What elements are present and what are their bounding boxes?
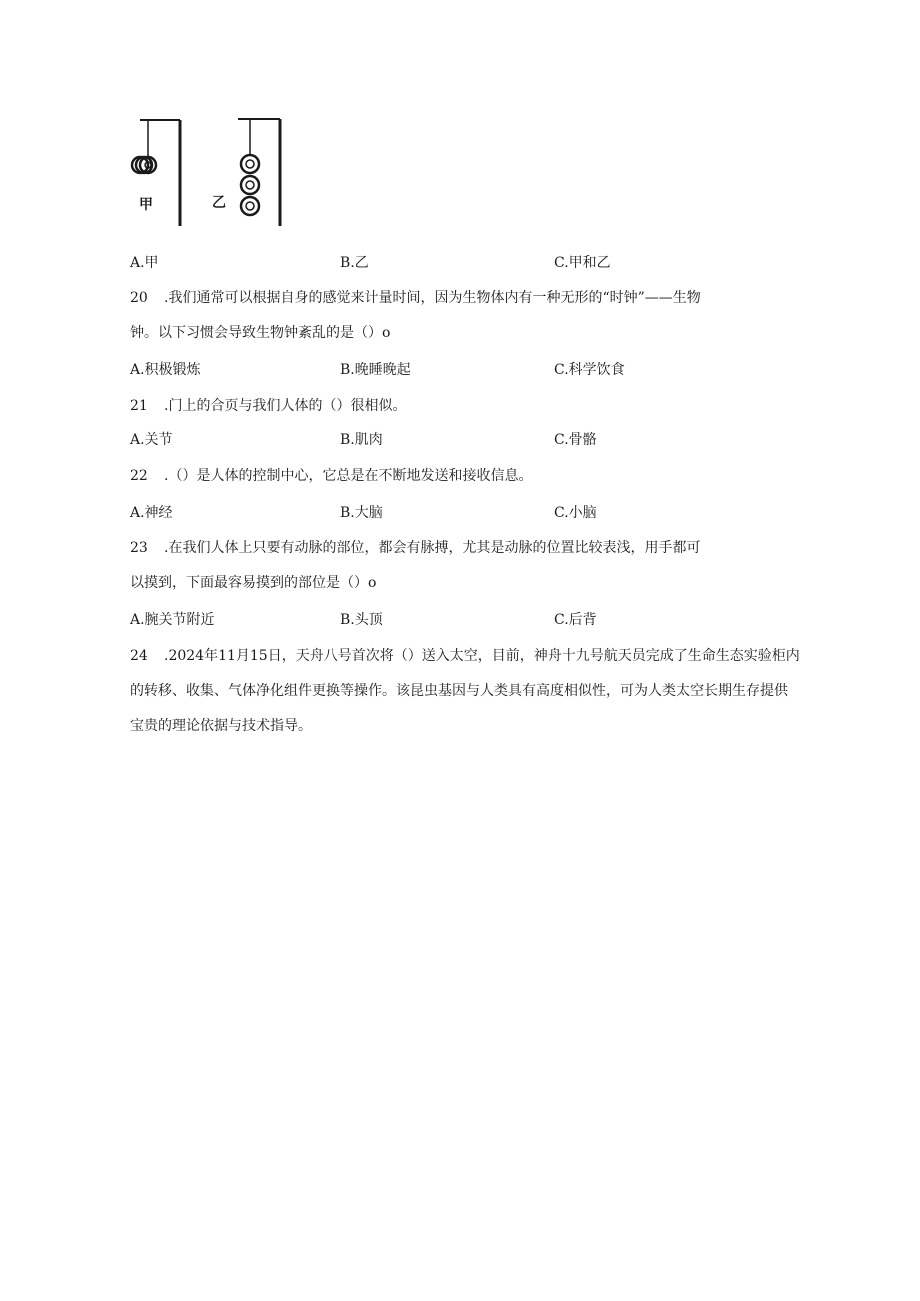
q24-line-3: 宝贵的理论依据与技术指导。 (130, 718, 312, 734)
q20-line-1 (130, 288, 701, 308)
q22-option-c: C.小脑 (554, 505, 597, 521)
frame-yi (238, 119, 280, 226)
q20-text-1: .我们通常可以根据自身的感觉来计量时间，因为生物体内有一种无形的“时钟”——生物 (164, 290, 701, 306)
q23-line-1 (130, 538, 700, 558)
q24-line-1 (130, 646, 800, 666)
q21-option-c: C.骨骼 (554, 432, 597, 448)
q21-line-1 (130, 396, 406, 416)
q19-option-a: A.甲 (130, 255, 159, 271)
q23-line-2: 以摸到，下面最容易摸到的部位是（）o (130, 575, 377, 591)
q22-option-a: A.神经 (130, 505, 173, 521)
q24-number: 24 (130, 648, 148, 664)
q20-number: 20 (130, 290, 148, 306)
q23-option-c: C.后背 (554, 612, 597, 628)
pendulum-figure (126, 112, 296, 234)
q22-line-1 (130, 466, 532, 486)
q20-option-c: C.科学饮食 (554, 362, 625, 378)
label-yi: 乙 (212, 195, 226, 211)
q23-option-b: B.头顶 (340, 612, 383, 628)
q23-number: 23 (130, 540, 148, 556)
q20-option-b: B.晚睡晚起 (340, 362, 411, 378)
q24-text-1: .2024年11月15日，天舟八号首次将（）送入太空，目前，神舟十九号航天员完成了生命生态实验柜内 (164, 648, 800, 664)
q20-line-2: 钟。以下习惯会导致生物钟紊乱的是（）o (130, 325, 391, 341)
q19-option-c: C.甲和乙 (554, 255, 611, 271)
q22-number: 22 (130, 468, 148, 484)
q20-option-a: A.积极锻炼 (130, 362, 201, 378)
q22-option-b: B.大脑 (340, 505, 383, 521)
q22-text-1: .（）是人体的控制中心，它总是在不断地发送和接收信息。 (164, 468, 533, 484)
q19-option-b: B.乙 (340, 255, 369, 271)
q23-option-a: A.腕关节附近 (130, 612, 215, 628)
q21-text-1: .门上的合页与我们人体的（）很相似。 (164, 398, 407, 414)
q24-line-2: 的转移、收集、气体净化组件更换等操作。该昆虫基因与人类具有高度相似性，可为人类太空长期生存提供 (130, 683, 788, 699)
q21-number: 21 (130, 398, 148, 414)
q21-option-a: A.关节 (130, 432, 173, 448)
pendulum-diagram (126, 112, 296, 234)
q21-option-b: B.肌肉 (340, 432, 383, 448)
q23-text-1: .在我们人体上只要有动脉的部位，都会有脉搏，尤其是动脉的位置比较表浅，用手都可 (164, 540, 701, 556)
label-jia: 甲 (139, 197, 153, 213)
